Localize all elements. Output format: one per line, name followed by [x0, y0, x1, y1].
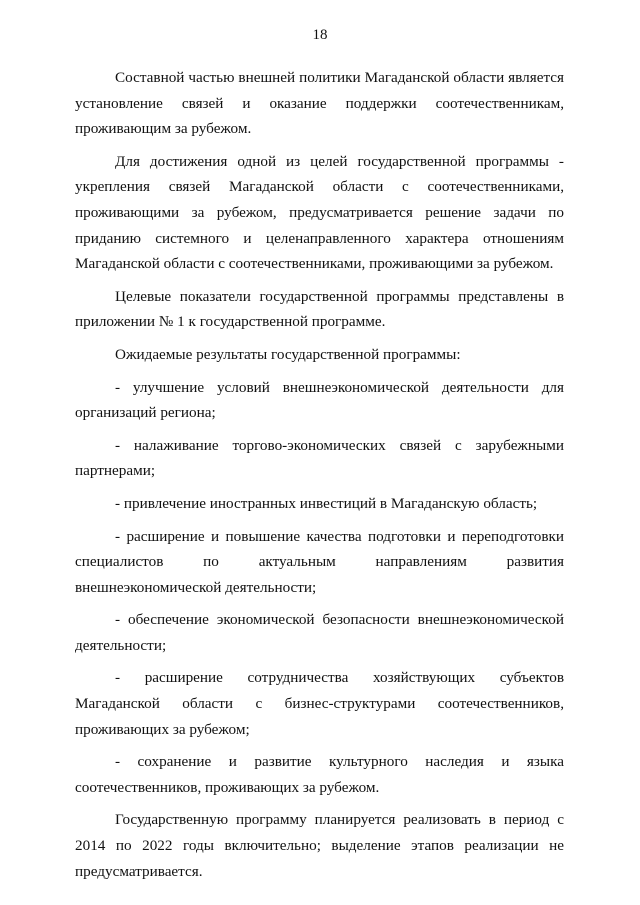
list-item: - обеспечение экономической безопасности внешнеэкономической деятельности; — [75, 611, 564, 654]
list-item: - улучшение условий внешнеэкономической деятельности для организаций региона; — [75, 378, 564, 422]
paragraph: Для достижения одной из целей государственной программы - укрепления связей Магаданской области с соотечественниками, проживающими за рубежом, предусматривается решение задачи по приданию системного и целенаправленного характера отношениям Магаданской области с соотечественниками, проживающими за рубежом. — [75, 152, 564, 273]
page-number: 18 — [312, 27, 328, 43]
paragraph: Целевые показатели государственной программы представлены в приложении № 1 к государственной программе. — [75, 287, 564, 331]
paragraph: Составной частью внешней политики Магаданской области является установление связей и оказание поддержки соотечественникам, проживающим за рубежом. — [75, 69, 564, 138]
list-item: - сохранение и развитие культурного наследия и языка соотечественников, проживающих за рубежом. — [75, 753, 564, 796]
list-item: - налаживание торгово-экономических связей с зарубежными партнерами; — [75, 436, 564, 480]
document-body — [75, 65, 564, 884]
paragraph: Ожидаемые результаты государственной программы: — [115, 345, 461, 363]
paragraph: Государственную программу планируется реализовать в период с 2014 по 2022 годы включительно; выделение этапов реализации не предусматривается. — [75, 811, 564, 880]
list-item: - расширение сотрудничества хозяйствующих субъектов Магаданской области с бизнес-структурами соотечественников, проживающих за рубежом; — [75, 669, 564, 738]
list-item: - расширение и повышение качества подготовки и переподготовки специалистов по актуальным направлениям развития внешнеэкономической деятельности; — [75, 527, 564, 596]
list-item: - привлечение иностранных инвестиций в Магаданскую область; — [115, 494, 538, 512]
